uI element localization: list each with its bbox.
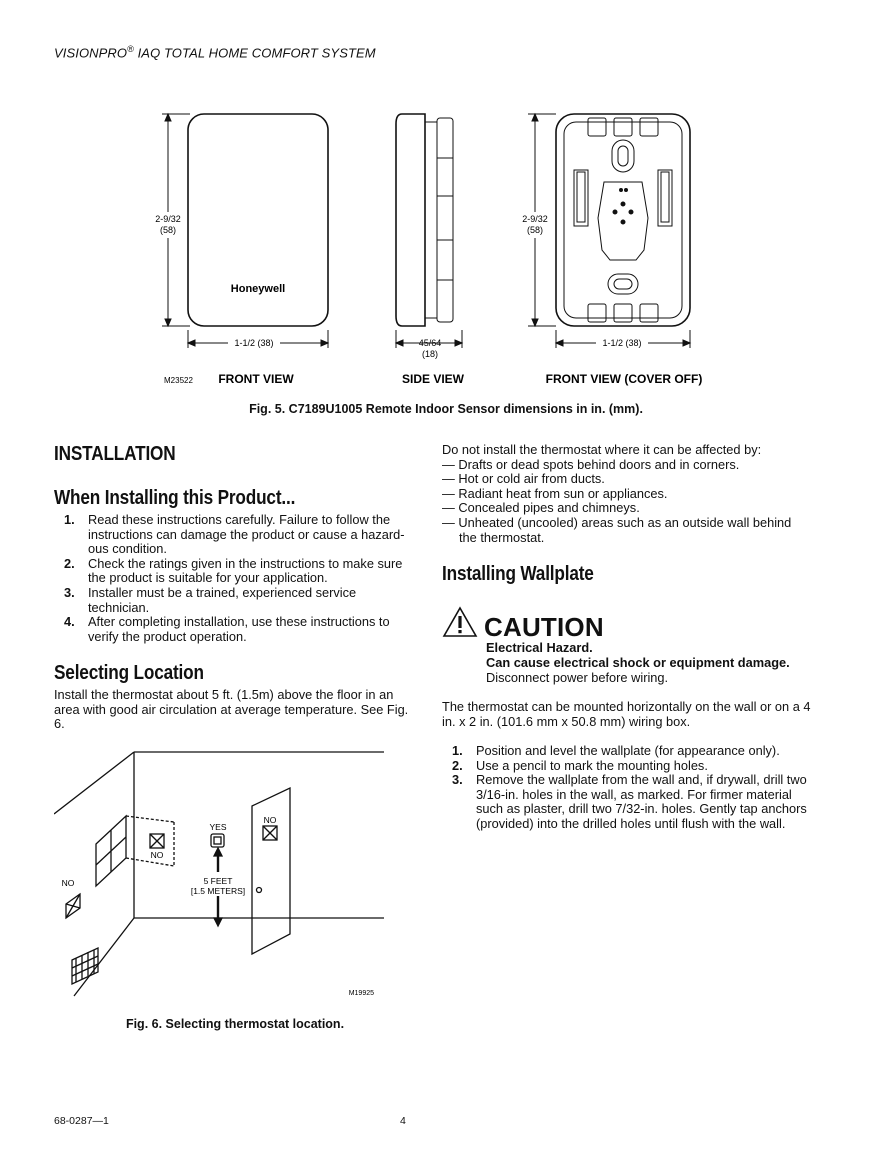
- hazard-action: Disconnect power before wiring.: [486, 670, 669, 685]
- side-view-label: SIDE VIEW: [401, 372, 465, 386]
- hazard-detail: Can cause electrical shock or equipment damage.: [486, 655, 790, 670]
- avoid-list: [442, 458, 814, 546]
- registered-mark: ®: [127, 44, 134, 54]
- page-number: 4: [400, 1115, 406, 1127]
- avoid-item-continuation: the thermostat.: [459, 529, 545, 545]
- header-title-pre: VISIONPRO: [54, 45, 128, 61]
- hazard-title: Electrical Hazard.: [486, 640, 593, 655]
- wallplate-step: 1. Position and level the wallplate (for appearance only).: [452, 743, 780, 758]
- figure-5-code: M23522: [164, 376, 193, 385]
- avoid-item: — Hot or cold air from ducts.: [442, 471, 605, 487]
- five-feet-label: 5 FEET: [203, 876, 233, 886]
- figure-5-caption: Fig. 5. C7189U1005 Remote Indoor Sensor dimensions in in. (mm).: [249, 402, 643, 416]
- installation-steps: [54, 513, 416, 644]
- no-outside-label: NO: [61, 878, 75, 888]
- side-depth-label: 45/64: [418, 338, 442, 348]
- yes-label: YES: [209, 822, 227, 832]
- installation-heading: INSTALLATION: [54, 443, 176, 465]
- installation-step: 1. Read these instructions carefully. Failure to follow the instructions can damage the product or cause a hazard-ous condition.: [64, 512, 405, 557]
- figure-6-caption: Fig. 6. Selecting thermostat location.: [125, 1017, 345, 1031]
- page-header: [54, 44, 376, 60]
- no-window-label: NO: [150, 850, 164, 860]
- figure-6-code: M19925: [348, 990, 374, 997]
- back-height-label: 2-9/32: [522, 214, 548, 224]
- back-view-drawing: [528, 114, 690, 348]
- header-title-post: IAQ TOTAL HOME COMFORT SYSTEM: [133, 45, 376, 61]
- warning-triangle-icon: [442, 606, 478, 638]
- front-width-label: 1-1/2 (38): [234, 338, 274, 348]
- front-view-label: FRONT VIEW: [218, 372, 294, 386]
- front-view-drawing: [159, 114, 328, 348]
- installing-wallplate-heading: Installing Wallplate: [442, 563, 594, 585]
- back-width-label: 1-1/2 (38): [602, 338, 642, 348]
- figure-5-sensor-dimensions: [140, 100, 760, 400]
- side-depth-mm: (18): [421, 349, 439, 359]
- front-height-label: 2-9/32: [155, 214, 181, 224]
- installation-step: 4. After completing installation, use these instructions to verify the product operation.: [64, 614, 390, 644]
- back-height-mm: (58): [526, 225, 544, 235]
- cover-off-view-label: FRONT VIEW (COVER OFF): [545, 372, 703, 386]
- avoid-item: — Concealed pipes and chimneys.: [442, 500, 640, 516]
- figure-6-thermostat-location: [54, 746, 390, 1004]
- avoid-intro: Do not install the thermostat where it can be affected by:: [442, 442, 762, 457]
- side-view-drawing: [396, 114, 462, 348]
- document-number: 68-0287—1: [54, 1115, 109, 1127]
- wallplate-step: 3. Remove the wallplate from the wall and, if drywall, drill two 3/16-in. holes in the wall, as marked. For firmer material such as plaster, drill two 7/32-in. holes. Gently tap anchors (provided) into the drilled holes until flush with the wall.: [452, 772, 807, 831]
- honeywell-logo: Honeywell: [230, 283, 286, 295]
- avoid-item: — Radiant heat from sun or appliances.: [442, 485, 668, 501]
- installation-step: 3. Installer must be a trained, experienced service technician.: [64, 584, 357, 615]
- when-installing-heading: When Installing this Product...: [54, 487, 296, 509]
- no-door-label: NO: [263, 815, 277, 825]
- meters-label: [1.5 METERS]: [190, 886, 246, 896]
- wallplate-steps: [442, 744, 810, 832]
- caution-label: CAUTION: [484, 612, 604, 642]
- avoid-item: — Drafts or dead spots behind doors and in corners.: [442, 456, 740, 472]
- selecting-location-heading: Selecting Location: [54, 662, 204, 684]
- mount-text: The thermostat can be mounted horizontally on the wall or on a 4 in. x 2 in. (101.6 mm x 50.8 mm) wiring box.: [442, 699, 811, 729]
- selecting-location-text: Install the thermostat about 5 ft. (1.5m) above the floor in an area with good air circulation at average temperature. See Fig. 6.: [54, 687, 409, 732]
- wallplate-step: 2. Use a pencil to mark the mounting holes.: [452, 757, 708, 773]
- installation-step: 2. Check the ratings given in the instructions to make sure the product is suitable for your application.: [64, 555, 403, 586]
- front-height-mm: (58): [159, 225, 177, 235]
- avoid-item: — Unheated (uncooled) areas such as an outside wall behind: [442, 514, 792, 530]
